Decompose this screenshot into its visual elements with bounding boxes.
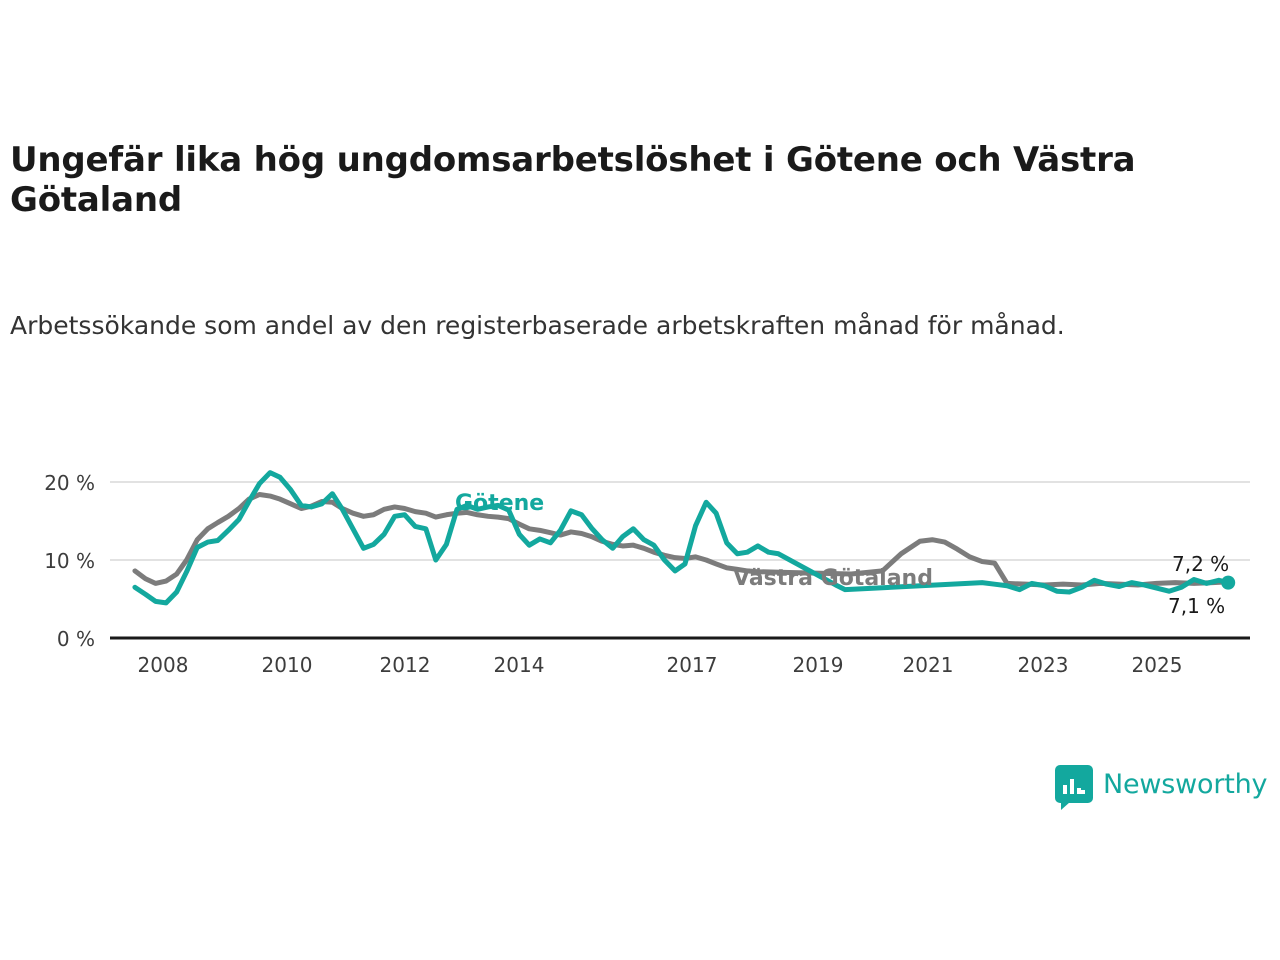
newsworthy-logo[interactable] [1055,765,1267,803]
line-chart-svg [0,440,1280,700]
xtick-label-2010: 2010 [261,653,313,677]
ytick-label-0: 0 % [56,627,95,651]
page-title: Ungefär lika hög ungdomsarbetslöshet i Götene och Västra Götaland [10,140,1136,221]
xtick-label-2025: 2025 [1131,653,1183,677]
logo-bars-icon [1063,779,1081,794]
end-value-vastra-gotaland: 7,2 % [1172,552,1230,576]
xtick-label-2019: 2019 [792,653,844,677]
series-label-vastra-gotaland: Västra Götaland [733,566,933,591]
chart-bars-icon [1055,765,1093,803]
chart-canvas [0,440,1280,700]
xtick-label-2023: 2023 [1017,653,1069,677]
xtick-label-2017: 2017 [666,653,718,677]
logo-dot-icon [1081,790,1085,794]
ytick-label-20: 20 % [44,471,95,495]
ytick-label-10: 10 % [44,549,95,573]
xtick-label-2014: 2014 [493,653,545,677]
series-label-gotene: Götene [455,491,545,516]
series-line-vastra-gotaland [135,494,1228,584]
xtick-label-2012: 2012 [379,653,431,677]
brand-name: Newsworthy [1103,768,1268,800]
endpoint-dot-gotene [1221,576,1235,590]
xtick-label-2008: 2008 [137,653,189,677]
chart-subtitle: Arbetssökande som andel av den registerbaserade arbetskraften månad för månad. [10,311,1065,340]
xtick-label-2021: 2021 [902,653,954,677]
end-value-gotene: 7,1 % [1168,594,1226,618]
